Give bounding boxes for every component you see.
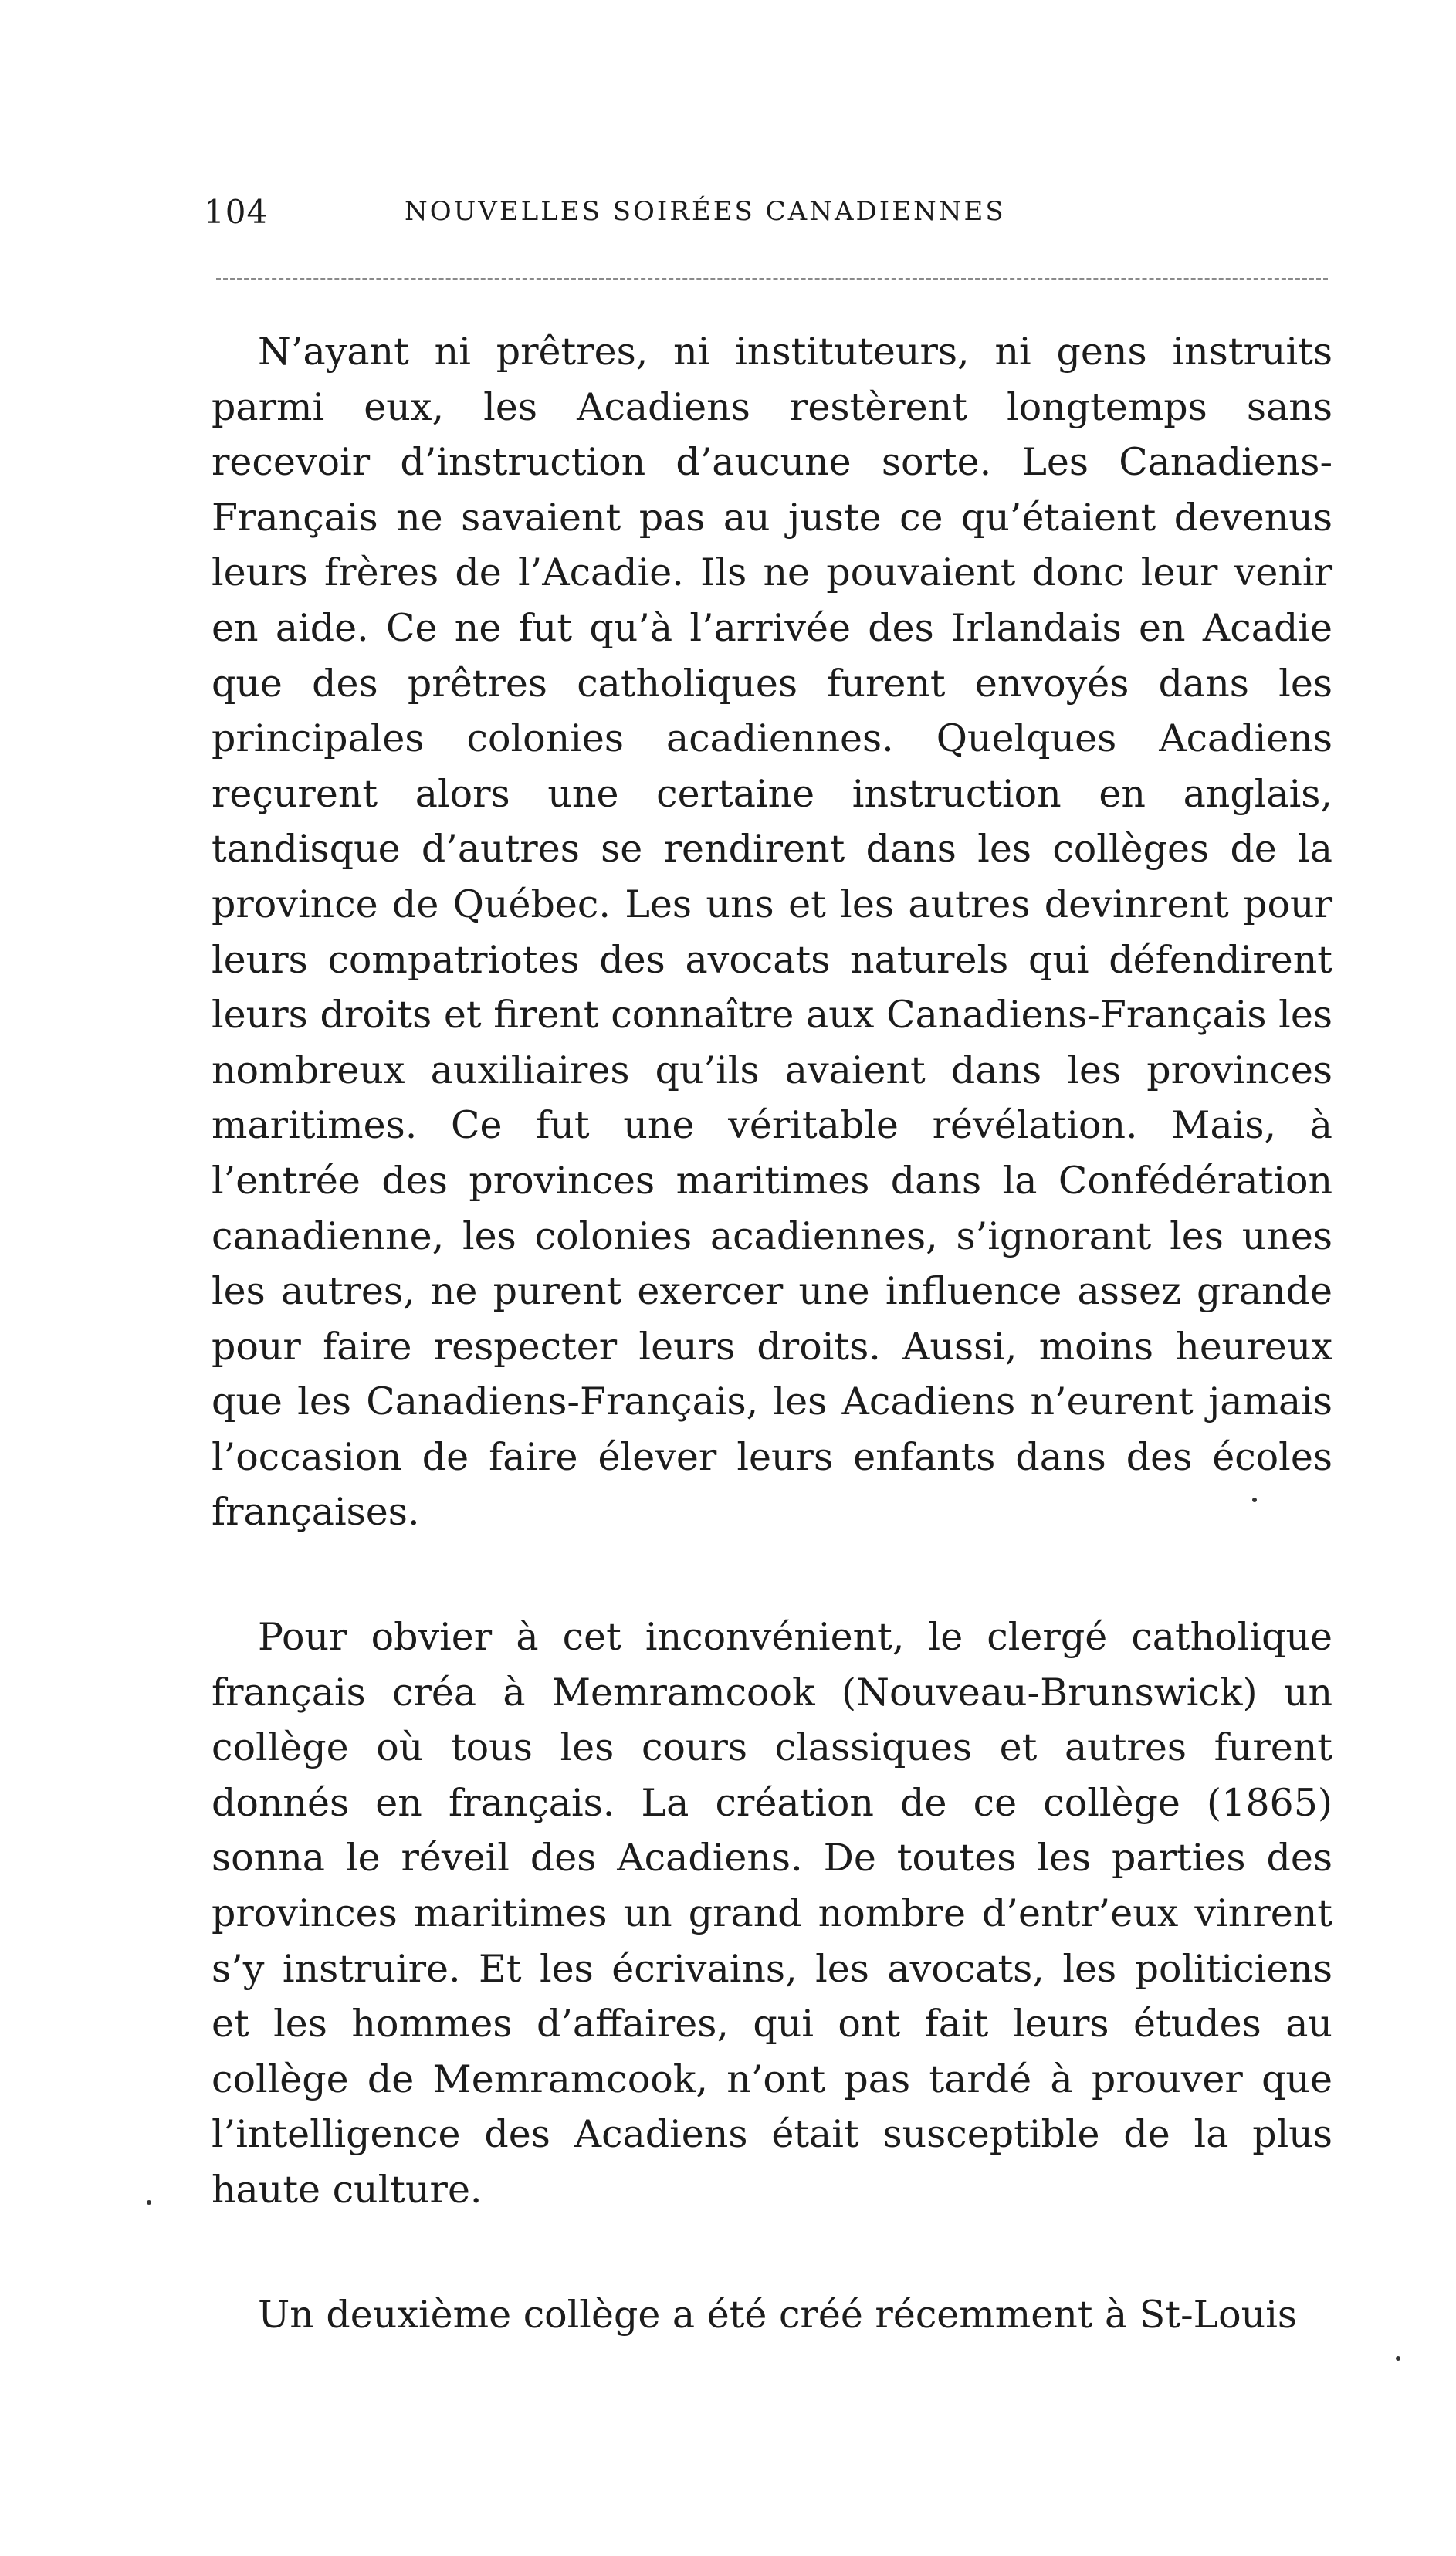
paragraph-3: Un deuxième collège a été créé récemment à St-Louis bbox=[258, 2292, 1298, 2337]
running-title: NOUVELLES SOIRÉES CANADIENNES bbox=[405, 196, 1006, 227]
print-speck bbox=[147, 2200, 151, 2205]
header-divider bbox=[216, 278, 1328, 280]
body-text bbox=[212, 324, 1332, 2342]
print-speck bbox=[1252, 1498, 1257, 1502]
page-number: 104 bbox=[204, 193, 269, 231]
paragraph-1: N’ayant ni prêtres, ni instituteurs, ni gens instruits parmi eux, les Acadiens restèrent longtemps sans recevoir d’instruction d’aucune sorte. Les Canadiens-Français ne savaient pas au juste ce qu’étaient devenus leurs frères de l’Acadie. Ils ne pouvaient donc leur venir en aide. Ce ne fut qu’à l’arrivée des Irlandais en Acadie que des prêtres catholiques furent envoyés dans les principales colonies acadiennes. Quelques Acadiens reçurent alors une certaine instruction en anglais, tandisque d’autres se rendirent dans les collèges de la province de Québec. Les uns et les autres devinrent pour leurs compatriotes des avocats naturels qui défendirent leurs droits et firent connaître aux Canadiens-Français les nombreux auxiliaires qu’ils avaient dans les provinces maritimes. Ce fut une véritable révélation. Mais, à l’entrée des provinces maritimes dans la Confédération canadienne, les colonies acadiennes, s’ignorant les unes les autres, ne purent exercer une influence assez grande pour faire respecter leurs droits. Aussi, moins heureux que les Canadiens-Français, les Acadiens n’eurent jamais l’occasion de faire élever leurs enfants dans des écoles françaises. bbox=[212, 330, 1332, 1535]
running-head bbox=[204, 193, 1328, 247]
paragraph-2: Pour obvier à cet inconvénient, le clergé catholique français créa à Memramcook (Nouveau-Brunswick) un collège où tous les cours classiques et autres furent donnés en français. La création de ce collège (1865) sonna le réveil des Acadiens. De toutes les parties des provinces maritimes un grand nombre d’entr’eux vinrent s’y instruire. Et les écrivains, les avocats, les politiciens et les hommes d’affaires, qui ont fait leurs études au collège de Memramcook, n’ont pas tardé à prouver que l’intelligence des Acadiens était susceptible de la plus haute culture. bbox=[212, 1615, 1332, 2212]
print-speck bbox=[1396, 2356, 1400, 2361]
